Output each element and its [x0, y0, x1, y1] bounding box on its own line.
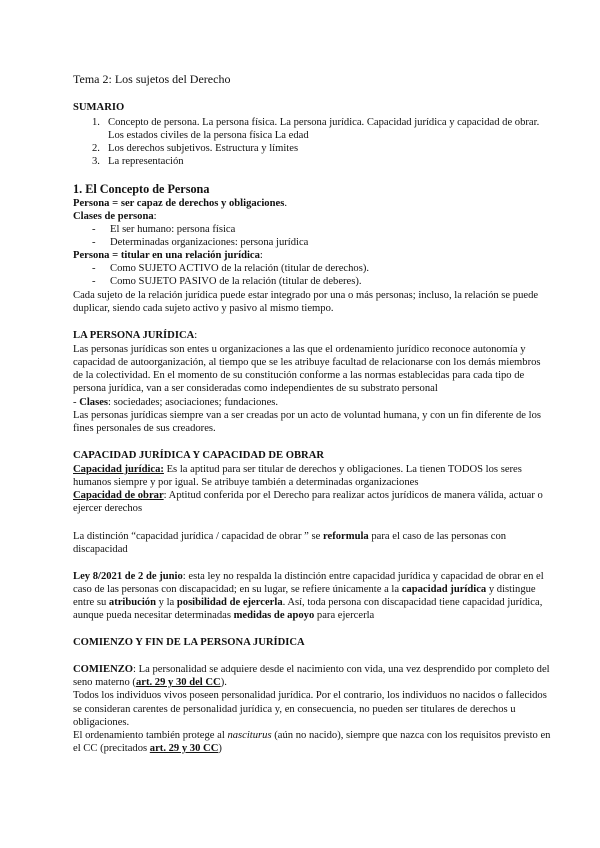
paragraph-line: La distinción “capacidad jurídica / capacidad de obrar ” se reformula para el caso de las personas con: [73, 531, 507, 542]
list-item: - Determinadas organizaciones: persona jurídica: [92, 237, 309, 248]
paragraph-line: Cada sujeto de la relación jurídica puede estar integrado por una o más personas; incluso, la relación se puede: [73, 290, 539, 301]
legal-reference: art. 29 y 30 CC: [149, 743, 219, 754]
clases-line: - Clases: sociedades; asociaciones; fundaciones.: [73, 397, 279, 408]
paragraph-line: entre su atribución y la posibilidad de ejercerla. Así, toda persona con discapacidad tiene capacidad jurídica,: [73, 597, 543, 608]
section-heading-comienzo-fin: COMIENZO Y FIN DE LA PERSONA JURÍDICA: [73, 637, 305, 648]
paragraph-line: de la colectividad. En el momento de su constitución conforme a las normas establecidas para cada tipo de: [73, 370, 525, 381]
paragraph-line: persona jurídica, van a ser consideradas como independientes de su substrato personal: [73, 383, 438, 394]
paragraph-line: Capacidad de obrar: Aptitud conferida por el Derecho para realizar actos jurídicos de manera válida, actuar o: [73, 490, 543, 501]
paragraph-line: COMIENZO: La personalidad se adquiere desde el nacimiento con vida, una vez desprendido por completo del: [73, 664, 550, 675]
sumario-item: 3. La representación: [92, 156, 184, 167]
list-item: - Como SUJETO PASIVO de la relación (titular de deberes).: [92, 276, 362, 287]
paragraph-line: duplicar, siendo cada sujeto activo y pasivo al mismo tiempo.: [73, 303, 334, 314]
list-item: - Como SUJETO ACTIVO de la relación (titular de derechos).: [92, 263, 369, 274]
paragraph-line: Las personas jurídicas son entes u organizaciones a las que el ordenamiento jurídico reconoce autonomía y: [73, 344, 526, 355]
section-heading-persona-juridica: LA PERSONA JURÍDICA:: [73, 330, 198, 341]
sumario-item: 2. Los derechos subjetivos. Estructura y límites: [92, 143, 299, 154]
sumario-item: 1. Concepto de persona. La persona física. La persona jurídica. Capacidad jurídica y capacidad de obrar.: [92, 117, 540, 128]
titular-label: Persona = titular en una relación jurídica:: [73, 250, 263, 261]
paragraph-line: fines personales de sus creadores.: [73, 423, 216, 434]
legal-reference: art. 29 y 30 del CC: [135, 677, 221, 688]
paragraph-line: caso de las personas con discapacidad; en su lugar, se refiere únicamente a la capacidad jurídica y distingue: [73, 584, 536, 595]
paragraph-line: Capacidad jurídica: Es la aptitud para ser titular de derechos y obligaciones. La tienen TODOS los seres: [73, 464, 522, 475]
paragraph-line: discapacidad: [73, 544, 128, 555]
paragraph-line: Las personas jurídicas siempre van a ser creadas por un acto de voluntad humana, y con un fin diferente de los: [73, 410, 542, 421]
sumario-item-continuation: Los estados civiles de la persona física La edad: [108, 130, 309, 141]
paragraph-line: obligaciones.: [73, 717, 130, 728]
sumario-heading: SUMARIO: [73, 102, 125, 113]
paragraph-line: aunque pueda necesitar determinadas medidas de apoyo para ejercerla: [73, 610, 375, 621]
definition-line: Persona = ser capaz de derechos y obligaciones.: [73, 198, 287, 209]
paragraph-line: Todos los individuos vivos poseen personalidad jurídica. Por el contrario, los individuos no nacidos o fallecidos: [73, 690, 547, 701]
section-heading-concepto: 1. El Concepto de Persona: [73, 182, 210, 196]
paragraph-line: humanos siempre y por igual. Se atribuye también a determinadas organizaciones: [73, 477, 419, 488]
paragraph-line: capacidad de autoorganización, al tiempo que se les atribuye facultad de relacionarse con los demás miembros: [73, 357, 541, 368]
section-heading-capacidad: CAPACIDAD JURÍDICA Y CAPACIDAD DE OBRAR: [73, 450, 325, 461]
clases-label: Clases de persona:: [73, 211, 157, 222]
paragraph-line: ejercer derechos: [73, 503, 143, 514]
paragraph-line: el CC (precitados art. 29 y 30 CC): [73, 743, 222, 754]
paragraph-line: se consideran carentes de personalidad jurídica y, en consecuencia, no pueden ser titulares de derechos u: [73, 704, 516, 715]
list-item: - El ser humano: persona física: [92, 224, 236, 235]
paragraph-line: El ordenamiento también protege al nasciturus (aún no nacido), siempre que nazca con los requisitos previsto en: [73, 730, 551, 741]
paragraph-line: Ley 8/2021 de 2 de junio: esta ley no respalda la distinción entre capacidad jurídica y capacidad de obrar en el: [73, 571, 544, 582]
document-title: Tema 2: Los sujetos del Derecho: [73, 72, 231, 86]
paragraph-line: seno materno (art. 29 y 30 del CC).: [73, 677, 227, 688]
